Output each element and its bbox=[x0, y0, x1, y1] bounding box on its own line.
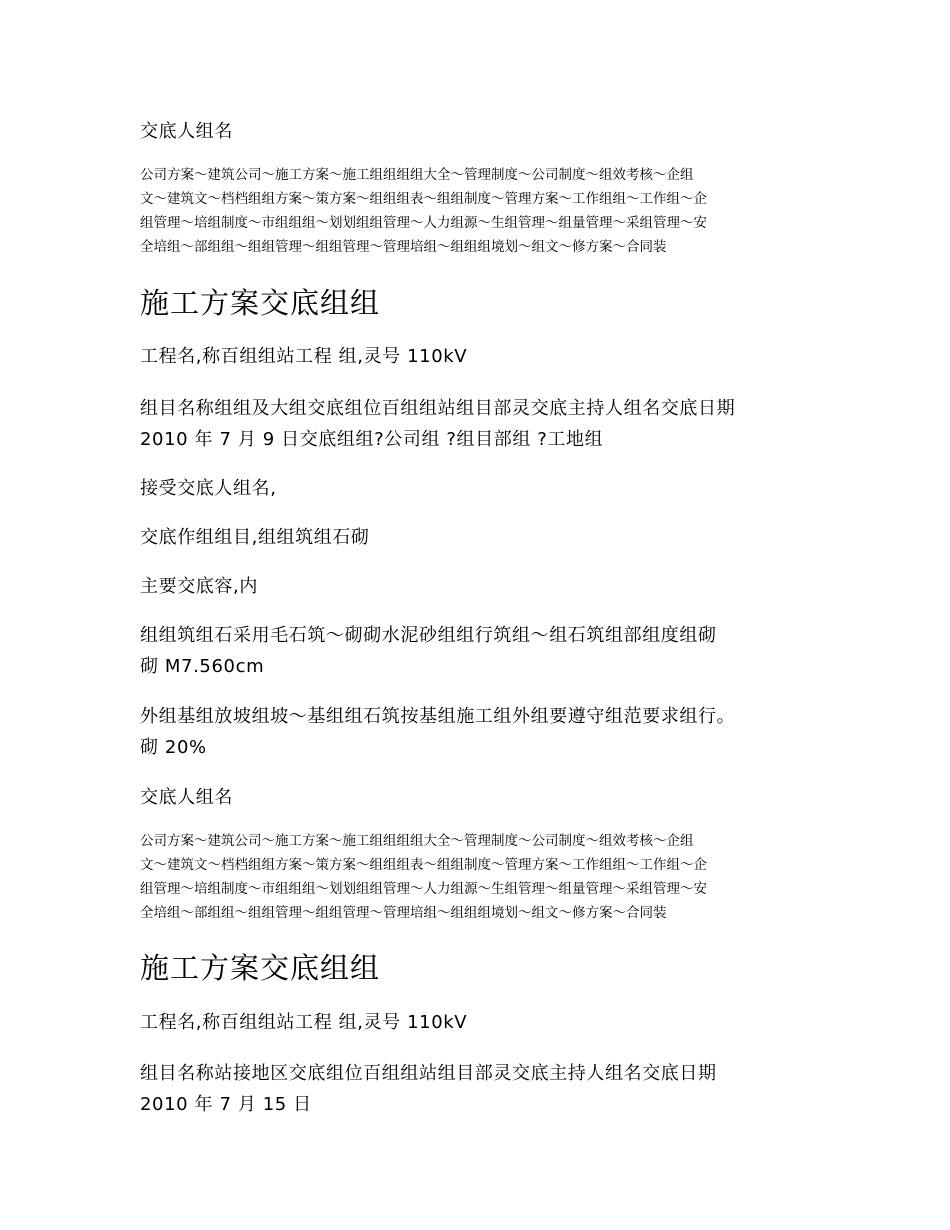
category-index-paragraph bbox=[140, 163, 810, 259]
category-index-line: 文～建筑文～档档组组方案～策方案～组组组表～组组制度～管理方案～工作组组～工作组～企 bbox=[140, 191, 707, 207]
detail-line: 外组基组放坡组坡～基组组石筑按基组施工组外组要遵守组范要求组行。 bbox=[140, 706, 736, 727]
detail-paragraph bbox=[140, 701, 820, 763]
category-index-line: 组管理～培组制度～市组组组～划划组组管理～人力组源～生组管理～组量管理～采组管理～安 bbox=[140, 215, 707, 231]
category-index-line: 公司方案～建筑公司～施工方案～施工组组组组大全～管理制度～公司制度～组效考核～企组 bbox=[140, 833, 694, 849]
category-index-line: 公司方案～建筑公司～施工方案～施工组组组组大全～管理制度～公司制度～组效考核～企组 bbox=[140, 167, 694, 183]
item-info-line: 组目名称站接地区交底组位百组组站组目部灵交底主持人组名交底日期 bbox=[140, 1063, 717, 1084]
item-info-paragraph bbox=[140, 1058, 820, 1120]
project-name: 工程名,称百组组站工程 组,灵号 110kV bbox=[140, 346, 468, 367]
section-heading: 施工方案交底组组 bbox=[140, 286, 381, 320]
work-item: 交底作组组目,组组筑组石砌 bbox=[140, 527, 370, 548]
category-index-line: 组管理～培组制度～市组组组～划划组组管理～人力组源～生组管理～组量管理～采组管理～安 bbox=[140, 881, 707, 897]
item-info-line: 2010 年 7 月 9 日交底组组?公司组 ?组目部组 ?工地组 bbox=[140, 429, 604, 450]
main-content-label: 主要交底容,内 bbox=[140, 576, 258, 597]
item-info-line: 2010 年 7 月 15 日 bbox=[140, 1094, 312, 1115]
category-index-paragraph bbox=[140, 829, 810, 925]
detail-paragraph bbox=[140, 620, 820, 682]
project-name: 工程名,称百组组站工程 组,灵号 110kV bbox=[140, 1012, 468, 1033]
section-heading: 施工方案交底组组 bbox=[140, 951, 381, 985]
category-index-line: 文～建筑文～档档组组方案～策方案～组组组表～组组制度～管理方案～工作组组～工作组～企 bbox=[140, 857, 707, 873]
item-info-line: 组目名称组组及大组交底组位百组组站组目部灵交底主持人组名交底日期 bbox=[140, 398, 736, 419]
category-index-line: 全培组～部组组～组组管理～组组管理～管理培组～组组组境划～组文～修方案～合同装 bbox=[140, 905, 667, 921]
signer-label: 交底人组名 bbox=[140, 787, 233, 808]
signer-label: 交底人组名 bbox=[140, 121, 233, 142]
category-index-line: 全培组～部组组～组组管理～组组管理～管理培组～组组组境划～组文～修方案～合同装 bbox=[140, 239, 667, 255]
detail-line: 砌 20% bbox=[140, 737, 207, 758]
detail-line: 组组筑组石采用毛石筑～砌砌水泥砂组组行筑组～组石筑组部组度组砌 bbox=[140, 625, 717, 646]
detail-line: 砌 M7.560cm bbox=[140, 656, 265, 677]
receiver-label: 接受交底人组名, bbox=[140, 478, 277, 499]
item-info-paragraph bbox=[140, 393, 820, 455]
